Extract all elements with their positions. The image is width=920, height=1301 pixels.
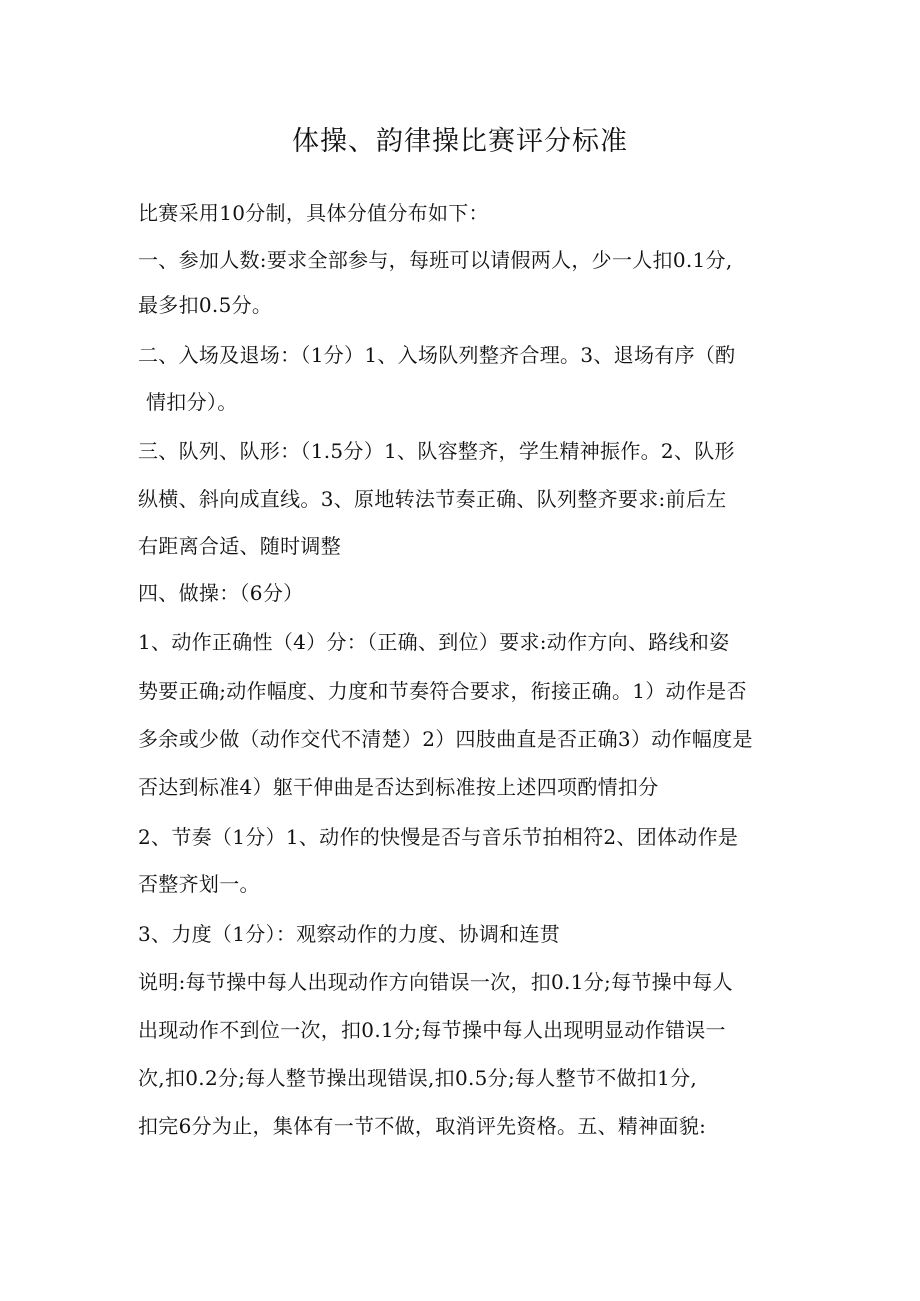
note-line-2: 出现动作不到位一次，扣0.1分;每节操中每人出现明显动作错误一 xyxy=(138,1018,726,1042)
scoring-intro: 比赛采用10分制，具体分值分布如下： xyxy=(138,201,489,225)
item-2-rhythm: 2、节奏（1分）1、动作的快慢是否与音乐节拍相符2、团体动作是 xyxy=(138,825,739,849)
note-line-1: 说明:每节操中每人出现动作方向错误一次，扣0.1分;每节操中每人 xyxy=(138,970,733,994)
item-3-strength: 3、力度（1分）：观察动作的力度、协调和连贯 xyxy=(138,922,561,946)
section-3-formation-cont-2: 右距离合适、随时调整 xyxy=(138,534,341,558)
section-3-formation: 三、队列、队形：（1.5分）1、队容整齐，学生精神振作。2、队形 xyxy=(138,439,735,463)
item-1-accuracy-cont-3: 否达到标准4）躯干伸曲是否达到标准按上述四项酌情扣分 xyxy=(138,775,659,799)
note-line-4: 扣完6分为止，集体有一节不做，取消评先资格。五、精神面貌: xyxy=(138,1114,707,1138)
note-line-3: 次,扣0.2分;每人整节操出现错误,扣0.5分;每人整节不做扣1分, xyxy=(138,1066,698,1090)
section-2-entry-exit-cont: 情扣分）。 xyxy=(146,390,238,414)
page-title: 体操、韵律操比赛评分标准 xyxy=(292,126,628,157)
item-1-accuracy-cont-1: 势要正确;动作幅度、力度和节奏符合要求，衔接正确。1）动作是否 xyxy=(138,679,747,703)
item-1-accuracy: 1、动作正确性（4）分：（正确、到位）要求:动作方向、路线和姿 xyxy=(138,630,730,654)
section-3-formation-cont-1: 纵横、斜向成直线。3、原地转法节奏正确、队列整齐要求:前后左 xyxy=(138,487,727,511)
item-1-accuracy-cont-2: 多余或少做（动作交代不清楚）2）四肢曲直是否正确3）动作幅度是 xyxy=(138,727,753,751)
section-1-participants-cont: 最多扣0.5分。 xyxy=(138,293,273,317)
section-1-participants: 一、参加人数:要求全部参与，每班可以请假两人，少一人扣0.1分, xyxy=(138,248,733,272)
item-2-rhythm-cont: 否整齐划一。 xyxy=(138,872,260,896)
section-2-entry-exit: 二、入场及退场：（1分）1、入场队列整齐合理。3、退场有序（酌 xyxy=(138,343,736,367)
section-4-exercise: 四、做操：（6分） xyxy=(138,581,304,605)
